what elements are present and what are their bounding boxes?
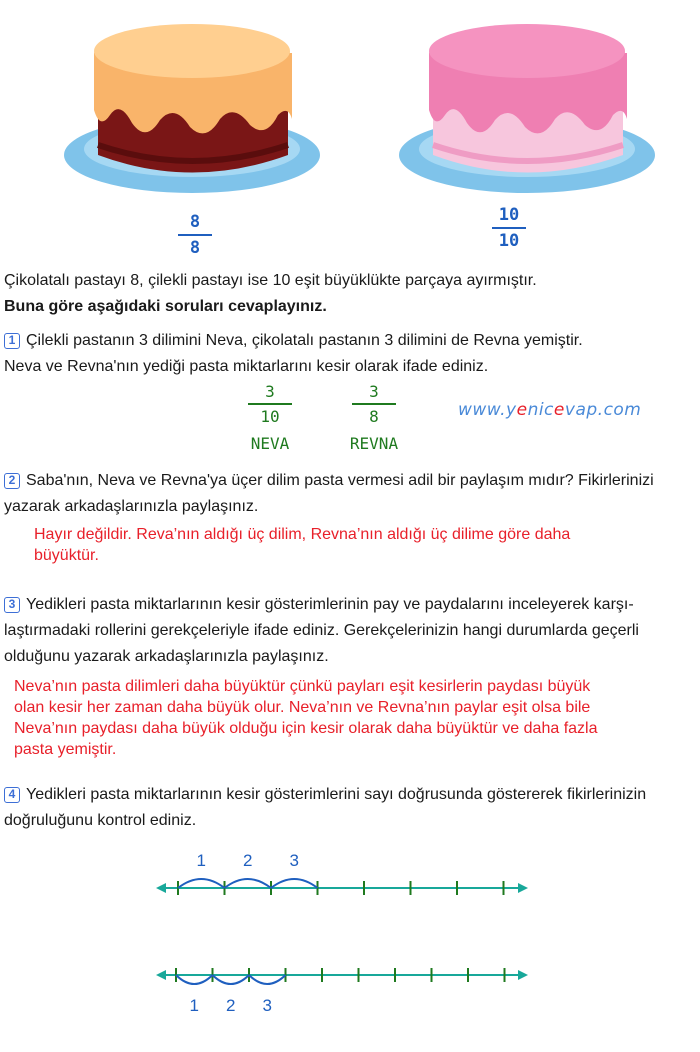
arrow-left xyxy=(156,883,166,893)
answer-3-line1: Neva’nın pasta dilimleri daha büyüktür çünkü payları eşit kesirlerin paydası büyük xyxy=(14,678,591,695)
strawberry-cake-illustration xyxy=(395,15,660,200)
watermark: www.yenicevap.com xyxy=(458,400,642,420)
question-number-badge: 4 xyxy=(4,787,20,803)
question-3-line3: olduğunu yazarak arkadaşlarınızla paylaşınız. xyxy=(4,648,329,665)
answer-2-line2: büyüktür. xyxy=(34,547,99,564)
fraction-denominator: 8 xyxy=(369,407,379,426)
fraction-numerator: 8 xyxy=(189,212,201,232)
jump-label: 3 xyxy=(262,996,272,1015)
answer-neva xyxy=(240,382,300,453)
fraction-numerator: 3 xyxy=(265,382,275,401)
question-4-line2: doğruluğunu kontrol ediniz. xyxy=(4,812,197,829)
answer-3-line3: Neva’nın paydası daha büyük olduğu için kesir olarak daha büyüktür ve daha fazla xyxy=(14,720,598,737)
question-number-badge: 1 xyxy=(4,333,20,349)
question-4 xyxy=(4,784,646,806)
fraction-numerator: 10 xyxy=(498,205,520,225)
question-number-badge: 3 xyxy=(4,597,20,613)
jump-arc xyxy=(213,975,250,984)
jump-label: 3 xyxy=(289,851,299,870)
fraction-denominator: 8 xyxy=(189,238,201,258)
question-text: Yedikleri pasta miktarlarının kesir gösterimlerini sayı doğrusunda göstererek fikirlerinizin xyxy=(26,786,647,803)
answer-revna xyxy=(342,382,406,453)
jump-label: 2 xyxy=(243,851,253,870)
answer-3-line2: olan kesir her zaman daha büyük olur. Neva’nın ve Revna’nın paylar eşit olsa bile xyxy=(14,699,591,716)
question-number-badge: 2 xyxy=(4,473,20,489)
name-label: REVNA xyxy=(349,434,399,453)
answer-3-line4: pasta yemiştir. xyxy=(14,741,117,758)
fraction-denominator: 10 xyxy=(498,231,520,251)
arrow-right xyxy=(518,970,528,980)
jump-arc xyxy=(176,975,213,984)
question-3-line2: laştırmadaki rollerini gerekçeleriyle ifade ediniz. Gerekçelerinizin hangi durumlarda geçerli xyxy=(4,622,639,639)
jump-label: 1 xyxy=(189,996,199,1015)
intro-text: Çikolatalı pastayı 8, çilekli pastayı ise 10 eşit büyüklükte parçaya ayırmıştır. xyxy=(4,272,537,289)
question-1-line2: Neva ve Revna'nın yediği pasta miktarlarını kesir olarak ifade ediniz. xyxy=(4,358,489,375)
question-text: Saba'nın, Neva ve Revna'ya üçer dilim pasta vermesi adil bir paylaşım mıdır? Fikirlerinizi xyxy=(26,472,654,489)
chocolate-fraction xyxy=(176,212,214,258)
jump-arc xyxy=(225,879,272,888)
fraction-bar xyxy=(178,234,212,236)
name-label: NEVA xyxy=(250,434,290,453)
fraction-bar xyxy=(352,403,396,405)
arrow-left xyxy=(156,970,166,980)
fraction-denominator: 10 xyxy=(260,407,280,426)
arrow-right xyxy=(518,883,528,893)
fraction-bar xyxy=(492,227,526,229)
number-line-eighths xyxy=(156,851,540,895)
strawberry-fraction xyxy=(490,205,528,251)
question-text: Yedikleri pasta miktarlarının kesir gösterimlerinin pay ve paydalarını inceleyerek karşı- xyxy=(26,596,634,613)
jump-arc xyxy=(271,879,318,888)
question-2 xyxy=(4,470,654,492)
question-1 xyxy=(4,330,583,352)
number-line-diagram xyxy=(150,845,540,1020)
answer-2-line1: Hayır değildir. Reva’nın aldığı üç dilim, Revna’nın aldığı üç dilime göre daha xyxy=(34,526,571,543)
chocolate-cake-illustration xyxy=(60,15,325,200)
jump-arc xyxy=(178,879,225,888)
question-2-line2: yazarak arkadaşlarınızla paylaşınız. xyxy=(4,498,259,515)
fraction-numerator: 3 xyxy=(369,382,379,401)
jump-label: 2 xyxy=(226,996,236,1015)
number-line-tenths xyxy=(156,968,540,1015)
jump-label: 1 xyxy=(196,851,206,870)
fraction-bar xyxy=(248,403,292,405)
question-text: Çilekli pastanın 3 dilimini Neva, çikolatalı pastanın 3 dilimini de Revna yemiştir. xyxy=(26,332,583,349)
question-3 xyxy=(4,594,634,616)
intro-instruction: Buna göre aşağıdaki soruları cevaplayınız. xyxy=(4,298,327,315)
jump-arc xyxy=(249,975,286,984)
